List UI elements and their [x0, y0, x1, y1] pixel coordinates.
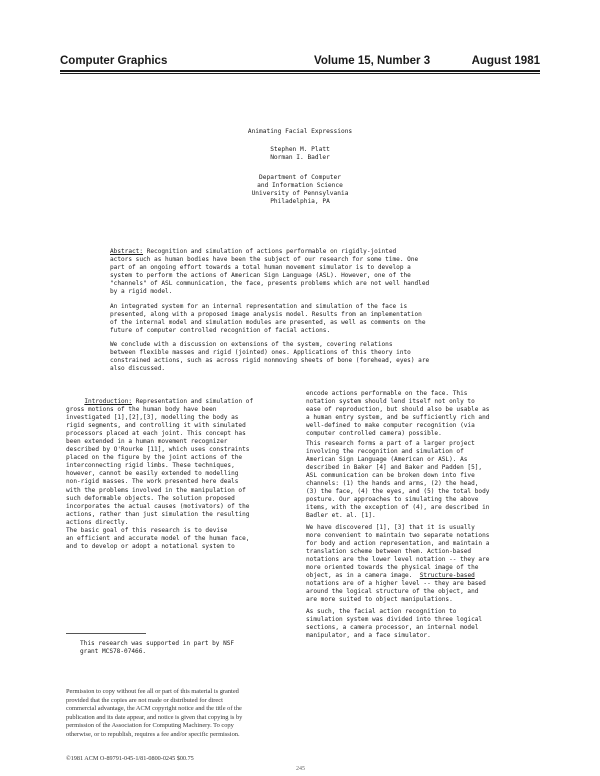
- introduction: [66, 398, 294, 551]
- intro-line: processors placed at each joint. This concept has: [66, 430, 246, 438]
- body-line: encode actions performable on the face. This: [306, 390, 468, 397]
- body-line: around the logical structure of the object, and: [306, 588, 479, 596]
- body-line: channels: (1) the hands and arms, (2) the head,: [306, 480, 479, 488]
- author-1: Stephen M. Platt: [270, 146, 330, 153]
- body-line: ease of reproduction, but should also be usable as: [306, 406, 490, 414]
- volume-number: Volume 15, Number 3: [314, 55, 431, 67]
- header-rule-thin: [60, 73, 540, 74]
- intro-line: described by O'Rourke [11], which uses constraints: [66, 446, 250, 454]
- issue-date: August 1981: [471, 55, 540, 67]
- abstract-line: also discussed.: [110, 365, 166, 373]
- abstract-paragraph-2: [110, 303, 490, 335]
- footnote-line: grant MCS78-07466.: [80, 648, 147, 655]
- intro-line: actions directly.: [66, 518, 129, 526]
- permission-line: otherwise, or to republish, requires a fee and/or specific permission.: [66, 730, 240, 738]
- header-rule-thick: [60, 70, 540, 72]
- permission-line: publication and its date appear, and notice is given that copying is by: [66, 713, 243, 721]
- intro-line: The basic goal of this research is to devise: [66, 526, 228, 534]
- body-line: are more suited to object manipulations.: [306, 596, 453, 604]
- abstract-label: Abstract:: [110, 248, 144, 255]
- intro-line: placed on the figure by the joint actions of the: [66, 454, 243, 462]
- intro-line: incorporates the actual causes (motivators) of the: [66, 502, 250, 510]
- abstract-line: Abstract: Recognition and simulation of actions performable on rigidly-jointed: [110, 248, 397, 255]
- author-2: Norman I. Badler: [270, 154, 330, 161]
- body-line: well-defined to make computer recognition (via: [306, 422, 475, 430]
- affiliation-line: Philadelphia, PA: [270, 198, 330, 205]
- body-line: American Sign Language (American or ASL). As: [306, 456, 468, 464]
- abstract-line: actors such as human bodies have been the subject of our research for some time. One: [110, 256, 419, 264]
- body-line: involving the recognition and simulation of: [306, 448, 464, 456]
- right-column-paragraph-1: [306, 390, 536, 438]
- intro-line: rigid segments, and controlling it with simulated: [66, 422, 246, 430]
- journal-title: Computer Graphics: [60, 55, 168, 67]
- intro-line: however, cannot be easily extended to modelling: [66, 470, 239, 478]
- abstract-line: "channels" of ASL communication, the face, presents problems which are not well handled: [110, 280, 430, 288]
- intro-line: been extended in a human movement recognizer: [66, 438, 228, 446]
- affiliation-line: Department of Computer: [259, 174, 341, 181]
- abstract-line: presented, along with a proposed image analysis model. Results from an implementation: [110, 311, 422, 319]
- copyright-line: ©1981 ACM O-89791-045-1/81-0800-0245 $00.75: [66, 755, 194, 762]
- body-line: This research forms a part of a larger project: [306, 440, 475, 447]
- paper-title: Animating Facial Expressions: [247, 128, 353, 135]
- body-line: computer controlled camera) possible.: [306, 430, 442, 438]
- intro-line: an efficient and accurate model of the human face,: [66, 534, 250, 542]
- body-line: (3) the face, (4) the eyes, and (5) the total body: [306, 488, 490, 496]
- body-line: sections, a camera processor, an internal model: [306, 624, 479, 632]
- body-line: described in Baker [4] and Baker and Padden [5],: [306, 464, 483, 472]
- body-line: notations are of a higher level -- they are based: [306, 580, 486, 588]
- abstract-line: of the internal model and simulation modules are presented, as well as comments on the: [110, 319, 426, 327]
- body-line: for body and action representation, and maintain a: [306, 540, 490, 548]
- body-line: manipulator, and a face simulator.: [306, 632, 431, 640]
- right-column-paragraph-3: [306, 524, 536, 604]
- abstract-line: We conclude with a discussion on extensions of the system, covering relations: [110, 341, 393, 348]
- body-line: posture. Our approaches to simulating the above: [306, 496, 479, 504]
- body-line: notation system should lend itself not only to: [306, 398, 475, 406]
- permission-line: Permission to copy without fee all or part of this material is granted: [66, 688, 239, 695]
- intro-line: investigated [1],[2],[3], modelling the body as: [66, 414, 239, 422]
- permission-notice: [66, 688, 298, 740]
- abstract-line: part of an ongoing effort towards a total human movement simulator is to develop a: [110, 264, 411, 272]
- body-line: As such, the facial action recognition to: [306, 608, 457, 615]
- structure-based-term: Structure-based: [419, 572, 475, 580]
- intro-line: such deformable objects. The solution proposed: [66, 494, 235, 502]
- affiliation-line: University of Pennsylvania: [251, 190, 349, 197]
- intro-line: non-rigid masses. The work presented here deals: [66, 478, 239, 486]
- body-line: object, as in a camera image. Structure-based: [306, 572, 475, 580]
- body-line: We have discovered [1], [3] that it is usually: [306, 524, 475, 531]
- footnote-line: This research was supported in part by NSF: [80, 640, 235, 647]
- body-line: more convenient to maintain two separate notations: [306, 532, 490, 540]
- abstract-paragraph-3: [110, 341, 490, 373]
- body-line: translation scheme between them. Action-based: [306, 548, 472, 556]
- intro-line: Introduction: Representation and simulation of: [84, 398, 254, 405]
- abstract-line: between flexible masses and rigid (jointed) ones. Applications of this theory into: [110, 349, 411, 357]
- intro-line: gross motions of the human body have been: [66, 406, 217, 414]
- intro-line: actions, rather than just simulation the resulting: [66, 510, 250, 518]
- body-line: a human entry system, and be sufficiently rich and: [306, 414, 490, 422]
- body-line: Badler et. al. [1].: [306, 512, 376, 520]
- body-line: notations are the lower level notation -- they are: [306, 556, 490, 564]
- intro-line: and to develop or adopt a notational system to: [66, 542, 235, 550]
- intro-line: with the problems involved in the manipulation of: [66, 486, 246, 494]
- affiliation: [150, 174, 450, 206]
- abstract-line: constrained actions, such as across rigid nonmoving sheets of bone (forehead, eyes) are: [110, 357, 430, 365]
- body-line: simulation system was divided into three logical: [306, 616, 483, 624]
- intro-line: interconnecting rigid limbs. These techniques,: [66, 462, 235, 470]
- body-line: items, with the exception of (4), are described in: [306, 504, 490, 512]
- abstract-line: future of computer controlled recognition of facial actions.: [110, 327, 331, 335]
- permission-line: provided that the copies are not made or distributed for direct: [66, 696, 223, 704]
- abstract-line: An integrated system for an internal representation and simulation of the face is: [110, 303, 408, 310]
- abstract-line: system to perform the actions of American Sign Language (ASL). However, one of the: [110, 272, 411, 280]
- right-column-paragraph-4: [306, 608, 536, 640]
- permission-line: permission of the Association for Computing Machinery. To copy: [66, 722, 234, 730]
- body-line: more oriented towards the physical image of the: [306, 564, 479, 572]
- permission-line: commercial advantage, the ACM copyright notice and the title of the: [66, 705, 242, 713]
- abstract: [110, 248, 490, 296]
- footnote: [80, 640, 234, 656]
- abstract-line: by a rigid model.: [110, 288, 173, 296]
- introduction-label: Introduction:: [84, 398, 133, 405]
- body-line: ASL communication can be broken down into five: [306, 472, 475, 480]
- page-number: 245: [296, 766, 305, 772]
- author-list: [150, 146, 450, 162]
- footnote-rule: [66, 633, 146, 634]
- affiliation-line: and Information Science: [257, 182, 343, 189]
- journal-header: [60, 55, 540, 69]
- right-column-paragraph-2: [306, 440, 536, 520]
